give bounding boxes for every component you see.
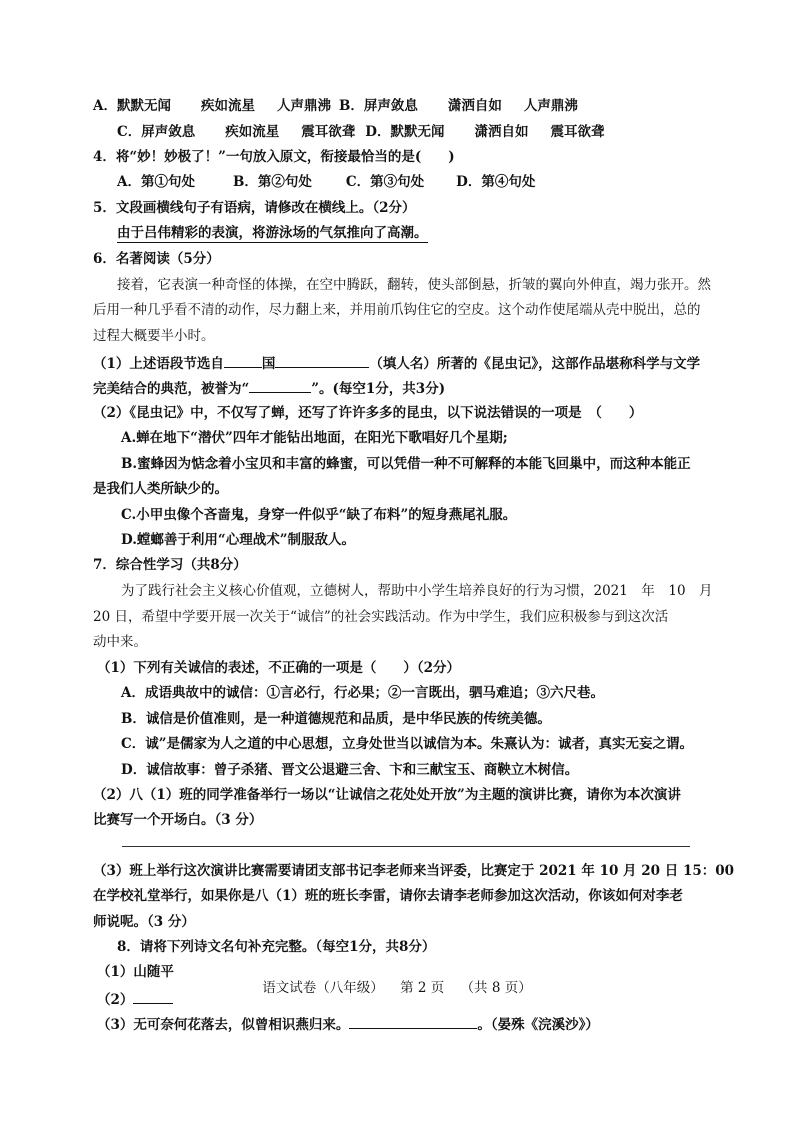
q7-sub1-option-c: C．诚”是儒家为人之道的中心思想，立身处世当以诚信为本。朱熹认为：诚者，真实无妄之谓。 <box>121 736 694 752</box>
q3-option-b-2: 潇洒自如 <box>447 98 502 114</box>
footer-page-number: 第 2 页 <box>400 980 445 996</box>
q6-sub2-stem: （2）《昆虫记》中，不仅写了蝉，还写了许许多多的昆虫，以下说法错误的一项是 （ ） <box>93 405 643 421</box>
q6-sub1-text-c: （填人名）所著的《昆虫记》，这部作品堪称科学与文学 <box>369 356 701 372</box>
footer-exam-title: 语文试卷（八年级） <box>262 980 384 996</box>
q4-option-a: A．第①句处 <box>117 174 195 190</box>
q6-blank-country[interactable] <box>224 353 262 368</box>
q6-passage-line-3: 过程大概要半小时。 <box>93 328 215 344</box>
q3-option-d-2: 潇洒自如 <box>474 124 529 140</box>
q6-title: 6．名著阅读（5分） <box>93 251 220 267</box>
q7-sub1-option-a: A．成语典故中的诚信：①言必行，行必果；②一言既出，驷马难追；③六尺巷。 <box>121 685 604 701</box>
q7-title: 7．综合性学习（共8分） <box>93 557 247 573</box>
q6-sub2-option-c: C.小甲虫像个吝啬鬼，身穿一件似乎“缺了布料”的短身燕尾礼服。 <box>121 507 517 523</box>
q6-passage-line-1: 接着，它表演一种奇怪的体操，在空中腾跃，翻转，使头部倒悬，折皱的翼向外伸直，竭力张开。然 <box>117 277 711 293</box>
q6-sub1-text-b: 国 <box>261 356 276 372</box>
footer-total-pages: （共 8 页） <box>460 980 532 996</box>
q6-sub2-option-a: A.蝉在地下“潜伏”四年才能钻出地面，在阳光下歌唱好几个星期; <box>121 430 508 446</box>
q8-item-2-label: （2） <box>97 992 134 1008</box>
q6-sub1-text-d: 完美结合的典范，被誉为“ <box>93 381 250 397</box>
q8-item-3-text: （3）无可奈何花落去，似曾相识燕归来。 <box>97 1017 350 1033</box>
q4-option-c: C．第③句处 <box>345 174 425 190</box>
q3-options-row-1 <box>93 97 578 115</box>
q5-sentence <box>117 224 428 242</box>
q3-option-b-1: B．屏声敛息 <box>338 98 418 114</box>
q3-option-a-2: 疾如流星 <box>200 98 255 114</box>
q6-sub1-text-a: （1）上述语段节选自 <box>93 356 224 372</box>
q3-option-a-3: 人声鼎沸 <box>276 98 331 114</box>
q8-item-3 <box>97 1014 599 1034</box>
q4-options <box>117 173 535 191</box>
q4-stem: 4．将“妙！妙极了！”一句放入原文，衔接最恰当的是( ) <box>93 149 455 165</box>
q4-option-b: B．第②句处 <box>232 174 312 190</box>
q6-blank-title[interactable] <box>249 378 311 393</box>
q7-sub3-line-1: （3）班上举行这次演讲比赛需要请团支部书记李老师来当评委，比赛定于 2021 年 10 月 20 日 15：00 <box>93 863 735 879</box>
q3-option-b-3: 人声鼎沸 <box>523 98 578 114</box>
q7-sub3-line-2: 在学校礼堂举行，如果你是八（1）班的班长李雷，请你去请李老师参加这次活动，你该如何对李老 <box>93 888 683 904</box>
q3-option-c-2: 疾如流星 <box>225 124 280 140</box>
q8-item-3-source: 。（晏殊《浣溪沙》） <box>477 1017 599 1033</box>
q4-option-d: D．第④句处 <box>456 174 536 190</box>
q3-option-a-1: A．默默无闻 <box>93 98 171 114</box>
q6-passage-line-2: 后用一种几乎看不清的动作，尽力翻上来，并用前爪钩住它的空皮。这个动作使尾端从壳中脱出，总的 <box>93 302 701 318</box>
q7-sub2-line-2: 比赛写一个开场白。（3 分） <box>93 812 263 828</box>
q7-sub1-stem: （1）下列有关诚信的表述，不正确的一项是（ ）（2分） <box>97 660 461 676</box>
q7-sub1-option-d: D．诚信故事：曾子杀猪、晋文公退避三舍、卞和三献宝玉、商鞅立木树信。 <box>121 762 579 778</box>
q5-stem: 5．文段画横线句子有语病，请修改在横线上。（2分） <box>93 200 416 216</box>
page-footer <box>0 976 794 996</box>
q8-blank-3[interactable] <box>349 1014 477 1029</box>
q3-option-c-3: 震耳欲聋 <box>301 124 356 140</box>
q7-answer-line[interactable] <box>122 846 690 847</box>
q6-sub1-line-2 <box>93 378 445 398</box>
q8-title: 8．请将下列诗文名句补充完整。（每空1分，共8分） <box>117 939 436 955</box>
q6-sub2-option-b-2: 是我们人类所缺少的。 <box>93 481 228 497</box>
q6-sub1-text-e: ”。(每空1分，共3分) <box>311 381 446 397</box>
q7-sub2-line-1: （2）八（1）班的同学准备举行一场以“让诚信之花处处开放”为主题的演讲比赛，请你为本次演讲 <box>93 787 681 803</box>
q6-blank-author[interactable] <box>275 353 369 368</box>
q7-sub3-line-3: 师说呢。（3 分） <box>93 914 195 930</box>
q3-option-d-3: 震耳欲聋 <box>550 124 605 140</box>
q3-options-row-2 <box>117 123 604 141</box>
q3-option-c-1: C．屏声敛息 <box>117 124 196 140</box>
q6-sub2-option-d: D.螳螂善于利用“心理战术”制服敌人。 <box>121 532 355 548</box>
q5-underlined-sentence: 由于吕伟精彩的表演，将游泳场的气氛推向了高潮。 <box>117 225 428 241</box>
q6-sub1-line-1 <box>93 353 700 373</box>
q7-intro-line-2: 20 日，希望中学要开展一次关于“诚信”的社会实践活动。作为中学生，我们应积极参与到这次活 <box>93 609 669 625</box>
q7-intro-line-3: 动中来。 <box>93 634 147 650</box>
q3-option-d-1: D．默默无闻 <box>365 124 445 140</box>
q7-sub1-option-b: B．诚信是价值准则，是一种道德规范和品质，是中华民族的传统美德。 <box>121 711 551 727</box>
q7-intro-line-1: 为了践行社会主义核心价值观，立德树人，帮助中小学生培养良好的行为习惯，2021 年 10 月 <box>121 583 713 599</box>
q8-item-1: （1）山随平 <box>97 964 174 980</box>
q6-sub2-option-b-1: B.蜜蜂因为惦念着小宝贝和丰富的蜂蜜，可以凭借一种不可解释的本能飞回巢中，而这种本能正 <box>121 456 691 472</box>
